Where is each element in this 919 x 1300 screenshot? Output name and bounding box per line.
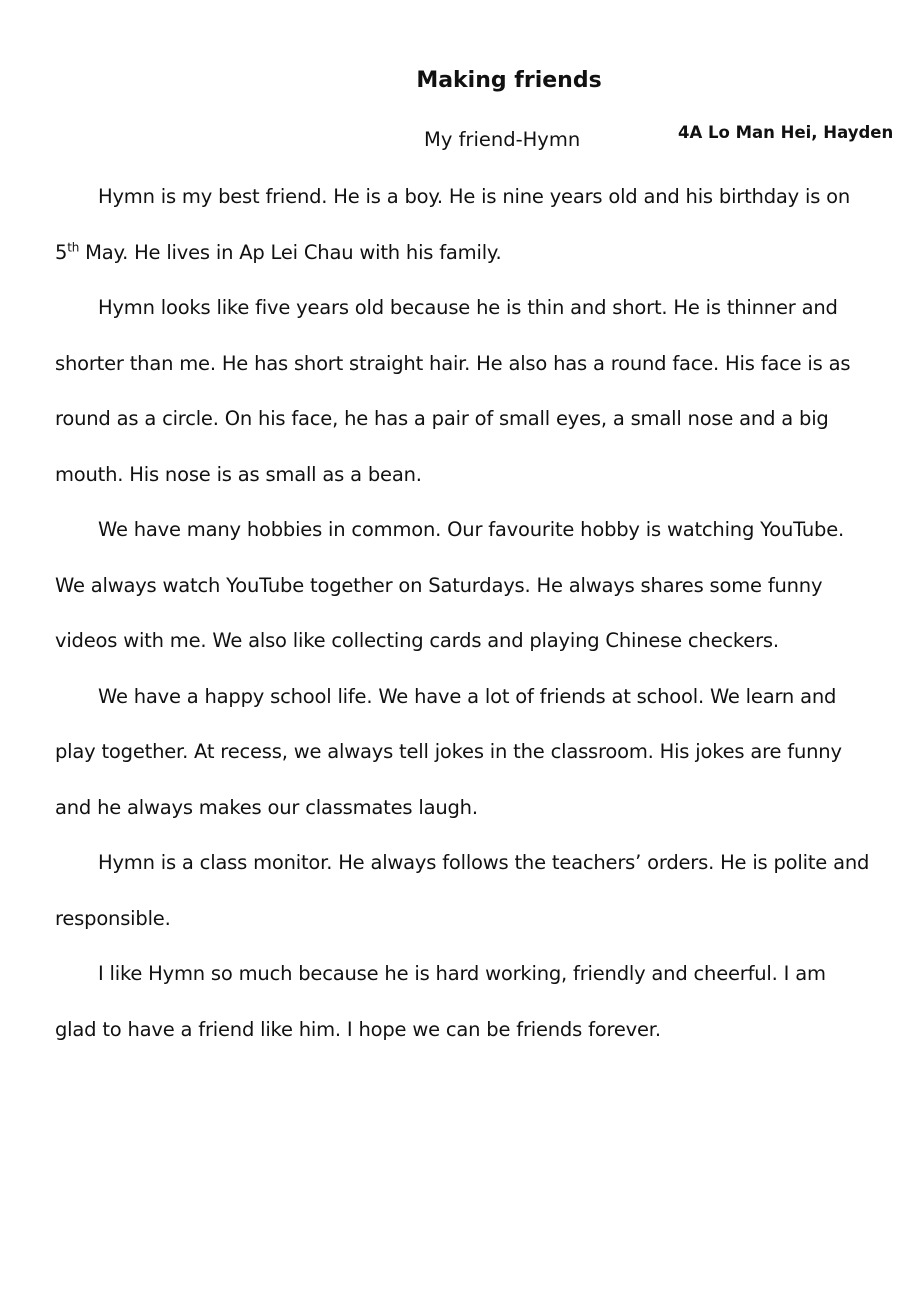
paragraph-hobbies: We have many hobbies in common. Our favourite hobby is watching YouTube. We always watch YouTube together on Saturdays. He always shares some funny videos with me. We also like collecting cards and playing Chinese checkers. <box>55 518 845 652</box>
paragraph-intro-text: Hymn is my best friend. He is a boy. He is nine years old and his birthday is on 5 <box>55 185 851 264</box>
author-name: 4A Lo Man Hei, Hayden <box>678 123 894 142</box>
essay-subtitle: My friend-Hymn <box>424 128 581 151</box>
paragraph-appearance: Hymn looks like five years old because he is thin and short. He is thinner and shorter than me. He has short straight hair. He also has a round face. His face is as round as a circle. On his face, he has a pair of small eyes, a small nose and a big mouth. His nose is as small as a bean. <box>55 296 851 486</box>
paragraph-conclusion: I like Hymn so much because he is hard working, friendly and cheerful. I am glad to have a friend like him. I hope we can be friends forever. <box>55 962 826 1041</box>
document-title: Making friends <box>416 68 602 93</box>
ordinal-superscript: th <box>67 240 80 254</box>
paragraph-school-life: We have a happy school life. We have a lot of friends at school. We learn and play together. At recess, we always tell jokes in the classroom. His jokes are funny and he always makes our classmates laugh. <box>55 684 842 819</box>
essay-body <box>55 169 873 1057</box>
paragraph-intro <box>55 169 873 280</box>
paragraph-intro-text-end: May. He lives in Ap Lei Chau with his family. <box>79 240 502 264</box>
paragraph-class-monitor: Hymn is a class monitor. He always follows the teachers’ orders. He is polite and responsible. <box>55 851 870 930</box>
